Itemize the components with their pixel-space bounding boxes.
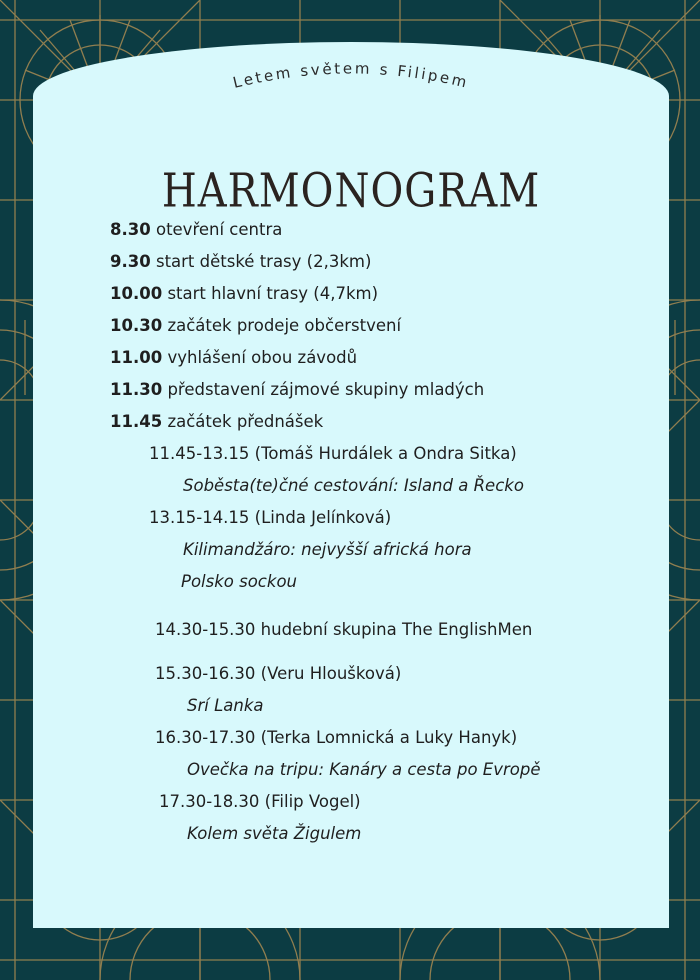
schedule-row [110,348,357,367]
talk-title: Polsko sockou [181,572,297,591]
schedule-label: představení zájmové skupiny mladých [167,380,485,399]
talk-title: Srí Lanka [187,696,264,715]
talk-title: Ovečka na tripu: Kanáry a cesta po Evropě [187,760,541,779]
talk-slot: 16.30-17.30 (Terka Lomnická a Luky Hanyk) [155,728,518,747]
talk-slot: 14.30-15.30 hudební skupina The EnglishMen [155,620,533,639]
event-subtitle: Letem světem s Filipem [231,59,471,92]
schedule-label: začátek přednášek [167,412,324,431]
schedule-time: 8.30 [110,220,151,239]
schedule-time: 11.45 [110,412,163,431]
schedule-row [110,380,484,399]
schedule-time: 11.00 [110,348,163,367]
talk-slot: 15.30-16.30 (Veru Hloušková) [155,664,402,683]
schedule-time: 11.30 [110,380,163,399]
schedule-label: start dětské trasy (2,3km) [155,252,372,271]
page-title: HARMONOGRAM [161,164,541,219]
schedule-row [110,252,371,271]
schedule-row [110,284,378,303]
talk-title: Soběsta(te)čné cestování: Island a Řecko [183,476,524,495]
talk-title: Kolem světa Žigulem [187,824,362,843]
schedule-label: začátek prodeje občerstvení [167,316,402,335]
talk-slot: 17.30-18.30 (Filip Vogel) [159,792,361,811]
talk-title: Kilimandžáro: nejvyšší africká hora [183,540,472,559]
schedule-label: start hlavní trasy (4,7km) [167,284,379,303]
schedule-row [110,220,282,239]
schedule-row [110,412,323,431]
schedule-time: 10.00 [110,284,163,303]
schedule-time: 10.30 [110,316,163,335]
talk-slot: 13.15-14.15 (Linda Jelínková) [149,508,392,527]
subtitle-arc [33,42,669,152]
schedule-card [33,42,669,928]
schedule-row [110,316,401,335]
schedule-label: otevření centra [155,220,283,239]
schedule-label: vyhlášení obou závodů [167,348,358,367]
talk-slot: 11.45-13.15 (Tomáš Hurdálek a Ondra Sitka) [149,444,517,463]
schedule-time: 9.30 [110,252,151,271]
